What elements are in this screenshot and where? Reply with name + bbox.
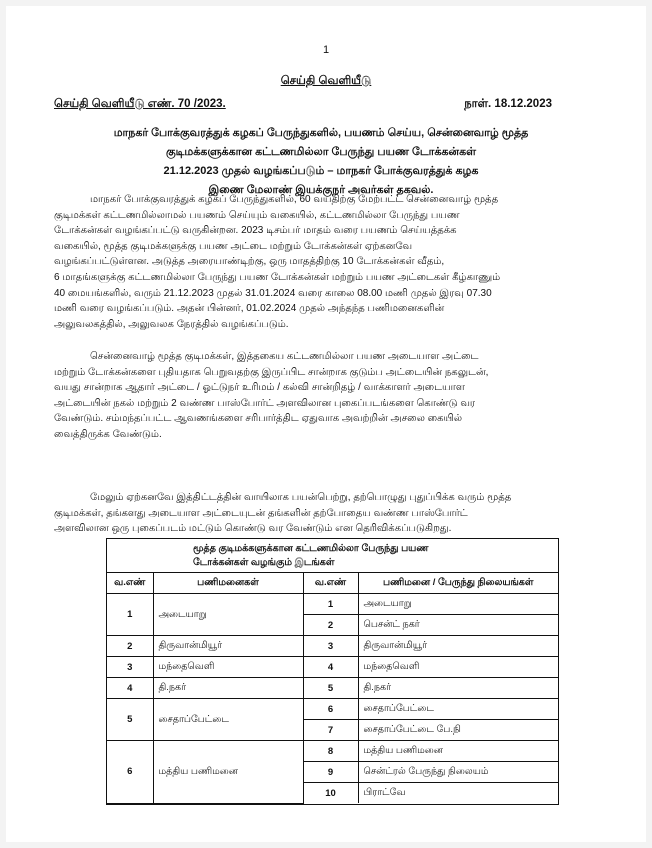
paragraph-line: சென்னைவாழ் மூத்த குடிமக்கள், இத்தகைய கட்டணமில்லா பயண அடையாள அட்டை [90,351,479,362]
group-number: 5 [107,699,153,741]
paragraph-line: மணி வரை வழங்கப்படும். அதன் பின்னர், 01.02.2024 முதல் அந்தந்த பணிமனைகளின் [54,303,445,315]
paragraph-line: மேலும் ஏற்கனவே இத்திட்டத்தின் வாயிலாக பயன்பெற்று, தற்பொழுது புதுப்பிக்க வரும் மூத்த [90,492,512,503]
paragraph-required-documents [54,349,568,443]
paragraph-line: மாநகர் போக்குவரத்துக் கழகப் பேருந்துகளில், 60 வயதிற்கு மேற்பட்ட சென்னைவாழ் மூத்த [90,194,499,205]
paragraph-line: மற்றும் டோக்கன்களை புதியதாக பெறுவதற்கு இருப்பிட சான்றாக குடும்ப அட்டையின் நகலுடன், [54,366,489,378]
center-number: 6 [303,699,358,720]
paragraph-line: 6 மாதங்களுக்கு கட்டணமில்லா பேருந்து பயண டோக்கன்கள் மற்றும் பயண அட்டைகள் கீழ்காணும் [54,271,501,283]
depot-name: மந்தைவெளி [153,657,303,678]
table-row [107,699,558,720]
center-name: மந்தைவெளி [358,657,558,678]
table-row [107,678,558,699]
center-number: 8 [303,741,358,762]
group-number: 3 [107,657,153,678]
center-number: 1 [303,594,358,615]
paragraph-renewal [54,490,568,537]
center-number: 7 [303,720,358,741]
table-row [107,657,558,678]
center-name: திருவான்மியூர் [358,636,558,657]
paragraph-token-distribution [54,192,568,332]
release-date: நாள். 18.12.2023 [464,98,552,110]
depot-name: தி.நகர் [153,678,303,699]
paragraph-line: குடிமக்கள், தங்களது அடையாள அட்டையுடன் தங்களின் தற்போதைய வண்ண பாஸ்போர்ட் [54,507,468,519]
center-name: தி.நகர் [358,678,558,699]
group-number: 4 [107,678,153,699]
center-name: பெசன்ட் நகர் [358,615,558,636]
group-number: 6 [107,741,153,804]
paragraph-line: வயது சான்றாக ஆதார் அட்டை / ஓட்டுநர் உரிமம் / கல்வி சான்றிதழ் / வாக்காளர் அடையாள [54,382,465,394]
center-number: 5 [303,678,358,699]
release-heading [6,75,646,89]
center-number: 4 [303,657,358,678]
distribution-centers-table [106,538,559,805]
paragraph-line: வைத்திருக்க வேண்டும். [54,428,162,440]
group-number: 1 [107,594,153,636]
paragraph-line: குடிமக்கள் கட்டணமில்லாமல் பயணம் செய்யும் வகையில், கட்டணமில்லா பேருந்து பயண [54,209,460,221]
table-row [107,636,558,657]
header-depot-bus-stations: பணிமனை / பேருந்து நிலையங்கள் [358,573,558,594]
table-header-row [107,573,558,594]
center-number: 9 [303,762,358,783]
paragraph-line: டோக்கன்கள் வழங்கப்பட்டு வருகின்றன. 2023 டிசம்பர் மாதம் வரை பயணம் செய்யத்தக்க [54,225,457,237]
table-caption-line: மூத்த குடிமக்களுக்கான கட்டணமில்லா பேருந்து பயண [193,543,429,554]
center-name: பிராட்வே [358,783,558,804]
press-release-title [66,124,576,200]
release-heading-text: செய்தி வெளியீடு [280,75,372,87]
center-name: அடையாறு [358,594,558,615]
paragraph-line: அலுவலகத்தில், அலுவலக நேரத்தில் வழங்கப்படும். [54,318,289,330]
depot-name: திருவான்மியூர் [153,636,303,657]
title-line: மாநகர் போக்குவரத்துக் கழகப் பேருந்துகளில், பயணம் செய்ய, சென்னைவாழ் மூத்த [113,127,529,139]
header-sno: வ.எண் [107,573,153,594]
center-number: 2 [303,615,358,636]
table-row [107,594,558,615]
center-number: 3 [303,636,358,657]
page-number: 1 [322,44,330,56]
header-depots: பணிமனைகள் [153,573,303,594]
distribution-table [107,573,558,804]
table-caption [107,539,558,573]
depot-name: சைதாப்பேட்டை [153,699,303,741]
depot-name: மத்திய பணிமனை [153,741,303,804]
paragraph-line: வழங்கப்பட்டுள்ளன. அடுத்த அரையாண்டிற்கு, ஒரு மாதத்திற்கு 10 டோக்கன்கள் வீதம், [54,256,445,268]
center-name: மத்திய பணிமனை [358,741,558,762]
paragraph-line: வேண்டும். சம்மந்தப்பட்ட ஆவணங்களை சரிபார்த்திட ஏதுவாக அவற்றின் அசலை கையில் [54,413,463,425]
title-line: குடிமக்களுக்கான கட்டணமில்லா பேருந்து பயண டோக்கன்கள் [165,146,477,158]
release-number: செய்தி வெளியீடு எண். 70 /2023. [54,98,226,110]
table-caption-line: டோக்கன்கள் வழங்கும் இடங்கள் [193,557,335,568]
paragraph-line: அட்டையின் நகல் மற்றும் 2 வண்ண பாஸ்போர்ட் அளவிலான புகைப்படங்களை கொண்டு வர [54,397,476,409]
center-name: சைதாப்பேட்டை [358,699,558,720]
table-row [107,741,558,762]
paragraph-line: வகையில், மூத்த குடிமக்களுக்கு பயண அட்டை மற்றும் டோக்கன்கள் ஏற்கனவே [54,240,413,252]
header-sno: வ.எண் [303,573,358,594]
depot-name: அடையாறு [153,594,303,636]
title-line: இணை மேலாண் இயக்குநர் அவர்கள் தகவல். [208,184,434,196]
paragraph-line: அளவிலான ஒரு புகைப்படம் மட்டும் கொண்டு வர வேண்டும் என தெரிவிக்கப்படுகிறது. [54,523,452,535]
paragraph-line: 40 மையங்களில், வரும் 21.12.2023 முதல் 31.01.2024 வரை காலை 08.00 மணி முதல் இரவு 07.30 [54,287,492,299]
center-name: சென்ட்ரல் பேருந்து நிலையம் [358,762,558,783]
center-number: 10 [303,783,358,804]
document-page [6,6,646,842]
center-name: சைதாப்பேட்டை பே.நி [358,720,558,741]
group-number: 2 [107,636,153,657]
title-line: 21.12.2023 முதல் வழங்கப்படும் – மாநகர் போக்குவரத்துக் கழக [163,165,479,177]
